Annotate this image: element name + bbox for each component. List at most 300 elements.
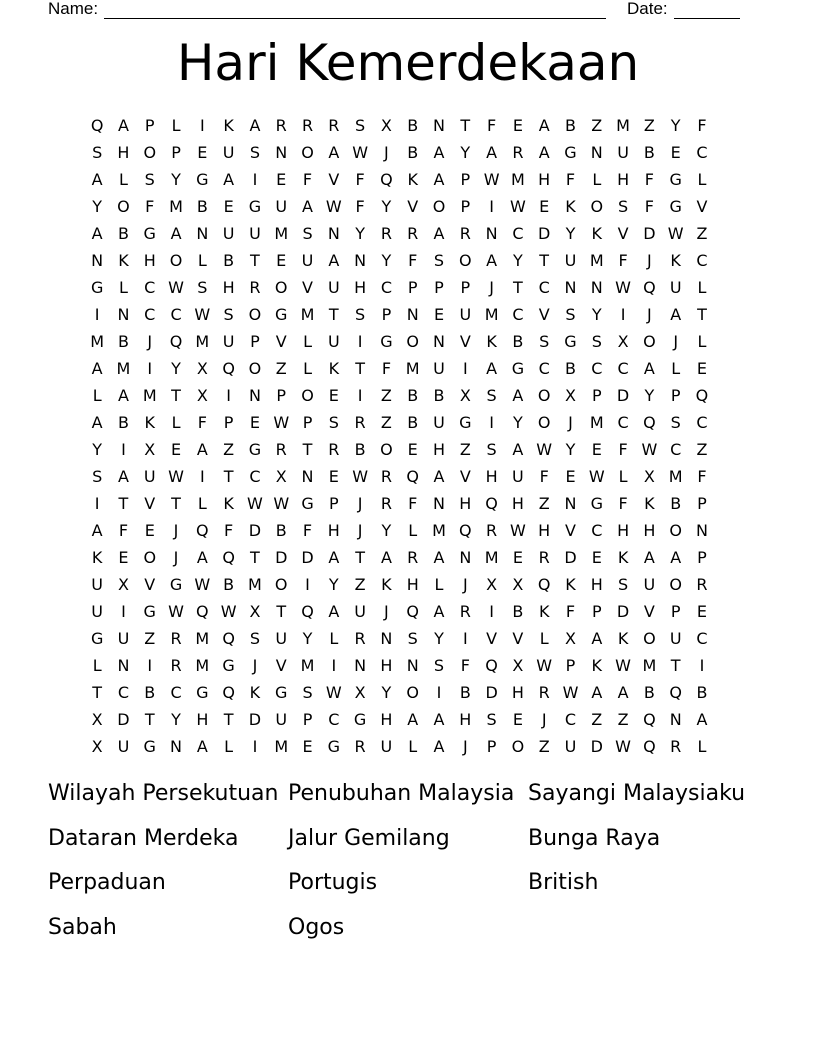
grid-letter[interactable]: C [617,359,629,378]
grid-letter[interactable]: F [618,251,628,270]
grid-letter[interactable]: B [407,386,419,405]
grid-letter[interactable]: K [223,494,234,513]
grid-letter[interactable]: W [168,467,184,486]
grid-letter[interactable]: W [615,737,631,756]
grid-letter[interactable]: O [537,413,551,432]
grid-letter[interactable]: J [384,143,389,162]
grid-letter[interactable]: M [510,170,525,189]
grid-letter[interactable]: O [380,440,393,459]
grid-letter[interactable]: B [407,413,419,432]
grid-letter[interactable]: U [564,251,577,270]
grid-letter[interactable]: U [249,224,261,243]
grid-letter[interactable]: O [248,359,262,378]
grid-letter[interactable]: Y [381,683,392,702]
grid-letter[interactable]: K [118,251,129,270]
grid-letter[interactable]: K [644,494,655,513]
grid-letter[interactable]: M [300,305,315,324]
date-field[interactable] [627,0,740,19]
grid-letter[interactable]: E [328,467,339,486]
grid-letter[interactable]: W [352,143,369,162]
grid-letter[interactable]: G [143,602,156,621]
grid-letter[interactable]: E [276,170,287,189]
grid-letter[interactable]: R [380,467,392,486]
grid-letter[interactable]: I [147,359,153,378]
grid-letter[interactable]: A [380,548,392,567]
grid-letter[interactable]: U [222,143,235,162]
grid-letter[interactable]: T [697,305,707,324]
grid-letter[interactable]: U [380,737,393,756]
grid-letter[interactable]: P [460,197,471,216]
grid-letter[interactable]: C [380,278,392,297]
grid-letter[interactable]: E [328,386,339,405]
grid-letter[interactable]: T [250,548,260,567]
grid-letter[interactable]: I [305,575,310,594]
grid-letter[interactable]: V [538,305,550,324]
grid-letter[interactable]: R [354,737,366,756]
grid-letter[interactable]: F [697,116,707,135]
grid-letter[interactable]: F [224,521,234,540]
grid-letter[interactable]: E [670,143,681,162]
grid-letter[interactable]: W [483,170,500,189]
grid-letter[interactable]: G [196,683,209,702]
grid-letter[interactable]: M [274,224,289,243]
grid-letter[interactable]: U [143,467,156,486]
grid-letter[interactable]: R [301,116,314,135]
grid-letter[interactable]: P [460,278,471,297]
grid-letter[interactable]: G [275,683,288,702]
grid-letter[interactable]: R [459,602,471,621]
grid-letter[interactable]: Q [196,602,209,621]
grid-letter[interactable]: P [565,656,576,675]
grid-letter[interactable]: M [195,629,210,648]
grid-letter[interactable]: Q [643,737,656,756]
grid-letter[interactable]: P [302,413,313,432]
grid-letter[interactable]: V [144,494,156,513]
grid-letter[interactable]: B [196,197,208,216]
grid-letter[interactable]: T [276,602,287,621]
grid-letter[interactable]: Q [222,548,235,567]
grid-letter[interactable]: F [408,251,418,270]
grid-letter[interactable]: H [406,575,419,594]
grid-letter[interactable]: U [564,737,577,756]
grid-letter[interactable]: S [144,170,155,189]
grid-letter[interactable]: Z [591,710,603,729]
grid-letter[interactable]: S [486,710,497,729]
grid-letter[interactable]: B [144,683,156,702]
grid-letter[interactable]: Q [380,170,393,189]
grid-letter[interactable]: M [195,656,210,675]
grid-letter[interactable]: H [380,710,393,729]
grid-letter[interactable]: U [354,602,366,621]
grid-letter[interactable]: Y [460,143,471,162]
grid-letter[interactable]: G [590,494,603,513]
grid-letter[interactable]: N [170,737,183,756]
grid-letter[interactable]: B [354,440,366,459]
grid-letter[interactable]: T [223,710,234,729]
grid-letter[interactable]: Q [169,332,183,351]
grid-letter[interactable]: S [249,143,260,162]
grid-letter[interactable]: U [91,575,103,594]
grid-letter[interactable]: J [357,521,363,540]
grid-letter[interactable]: J [252,656,258,675]
grid-letter[interactable]: X [565,386,576,405]
grid-letter[interactable]: F [197,413,207,432]
grid-letter[interactable]: O [406,683,419,702]
grid-letter[interactable]: S [355,116,366,135]
grid-letter[interactable]: U [617,143,629,162]
grid-letter[interactable]: P [250,332,260,351]
grid-letter[interactable]: F [302,521,313,540]
grid-letter[interactable]: Y [171,359,181,378]
grid-letter[interactable]: T [670,656,681,675]
grid-letter[interactable]: A [91,224,103,243]
grid-letter[interactable]: O [537,386,551,405]
grid-letter[interactable]: T [144,710,155,729]
grid-letter[interactable]: S [486,386,497,405]
grid-letter[interactable]: W [194,305,211,324]
grid-letter[interactable]: A [617,683,629,702]
grid-letter[interactable]: Y [171,710,181,729]
grid-letter[interactable]: Z [275,359,287,378]
grid-letter[interactable]: J [647,251,652,270]
grid-letter[interactable]: D [538,224,551,243]
grid-letter[interactable]: Q [485,656,498,675]
grid-letter[interactable]: F [697,467,707,486]
grid-letter[interactable]: A [117,386,129,405]
grid-letter[interactable]: F [355,197,365,216]
grid-letter[interactable]: A [433,602,445,621]
grid-letter[interactable]: D [590,737,603,756]
grid-letter[interactable]: X [354,683,366,702]
grid-letter[interactable]: H [222,278,235,297]
grid-letter[interactable]: G [669,197,682,216]
grid-letter[interactable]: T [539,251,550,270]
grid-letter[interactable]: B [565,359,576,378]
grid-letter[interactable]: L [592,170,602,189]
grid-letter[interactable]: A [170,224,182,243]
grid-letter[interactable]: U [117,737,130,756]
grid-letter[interactable]: E [407,440,418,459]
grid-letter[interactable]: K [670,251,681,270]
grid-letter[interactable]: C [328,710,340,729]
grid-letter[interactable]: X [91,737,103,756]
grid-letter[interactable]: A [486,251,498,270]
grid-letter[interactable]: K [249,683,261,702]
grid-letter[interactable]: H [643,521,656,540]
grid-letter[interactable]: G [90,629,104,648]
grid-letter[interactable]: A [328,602,340,621]
grid-letter[interactable]: U [433,413,445,432]
grid-letter[interactable]: L [118,278,128,297]
grid-letter[interactable]: F [565,602,576,621]
grid-letter[interactable]: B [512,602,524,621]
grid-letter[interactable]: D [485,683,498,702]
grid-letter[interactable]: I [436,683,442,702]
grid-letter[interactable]: V [302,278,313,297]
grid-letter[interactable]: G [353,710,367,729]
grid-letter[interactable]: U [275,197,288,216]
grid-letter[interactable]: X [643,467,655,486]
grid-letter[interactable]: M [90,332,105,351]
grid-letter[interactable]: P [328,494,339,513]
grid-letter[interactable]: D [616,386,630,405]
grid-letter[interactable]: N [248,386,261,405]
grid-letter[interactable]: Y [381,197,392,216]
grid-letter[interactable]: N [590,143,603,162]
grid-letter[interactable]: X [512,656,524,675]
grid-letter[interactable]: C [249,467,261,486]
grid-letter[interactable]: G [90,278,104,297]
grid-letter[interactable]: O [301,386,314,405]
grid-letter[interactable]: M [432,521,446,540]
grid-letter[interactable]: N [406,656,419,675]
grid-letter[interactable]: L [697,737,707,756]
grid-letter[interactable]: W [536,440,553,459]
grid-letter[interactable]: P [697,548,707,567]
grid-letter[interactable]: C [591,359,603,378]
grid-letter[interactable]: O [274,575,288,594]
grid-letter[interactable]: I [489,602,494,621]
grid-letter[interactable]: W [352,467,369,486]
grid-letter[interactable]: R [380,224,392,243]
grid-letter[interactable]: D [301,548,314,567]
grid-letter[interactable]: B [407,116,419,135]
grid-letter[interactable]: C [170,683,182,702]
grid-letter[interactable]: E [302,737,313,756]
grid-letter[interactable]: M [484,548,499,567]
grid-letter[interactable]: N [590,278,603,297]
grid-letter[interactable]: S [433,656,445,675]
grid-letter[interactable]: C [591,521,603,540]
grid-letter[interactable]: E [696,359,708,378]
grid-letter[interactable]: I [94,494,100,513]
grid-letter[interactable]: W [247,494,263,513]
grid-letter[interactable]: V [565,521,576,540]
grid-letter[interactable]: L [171,413,181,432]
grid-letter[interactable]: S [302,683,313,702]
grid-letter[interactable]: C [512,305,524,324]
grid-letter[interactable]: A [433,710,445,729]
grid-letter[interactable]: L [118,170,128,189]
grid-letter[interactable]: W [168,278,184,297]
grid-letter[interactable]: A [302,197,313,216]
grid-letter[interactable]: Q [643,413,656,432]
grid-letter[interactable]: L [697,332,707,351]
grid-letter[interactable]: E [433,305,445,324]
grid-letter[interactable]: R [275,440,287,459]
grid-letter[interactable]: H [327,521,340,540]
grid-letter[interactable]: H [459,710,472,729]
grid-letter[interactable]: R [170,629,182,648]
grid-letter[interactable]: T [223,467,234,486]
grid-letter[interactable]: Y [670,116,681,135]
grid-letter[interactable]: P [591,602,602,621]
grid-letter[interactable]: O [274,278,288,297]
grid-letter[interactable]: F [539,467,549,486]
grid-letter[interactable]: E [565,467,576,486]
grid-letter[interactable]: M [195,332,210,351]
grid-letter[interactable]: S [618,575,629,594]
grid-letter[interactable]: Q [222,683,235,702]
grid-letter[interactable]: Q [90,116,104,135]
grid-letter[interactable]: Y [565,440,576,459]
grid-letter[interactable]: F [460,656,470,675]
grid-letter[interactable]: M [642,656,657,675]
grid-letter[interactable]: X [617,332,629,351]
grid-letter[interactable]: D [616,602,630,621]
grid-letter[interactable]: Q [459,521,472,540]
grid-letter[interactable]: W [536,656,553,675]
grid-letter[interactable]: E [539,197,550,216]
grid-letter[interactable]: R [354,629,366,648]
grid-letter[interactable]: T [171,386,181,405]
grid-letter[interactable]: X [196,359,208,378]
grid-letter[interactable]: M [668,467,683,486]
grid-letter[interactable]: S [92,143,103,162]
grid-letter[interactable]: C [538,278,550,297]
grid-letter[interactable]: Q [222,629,235,648]
grid-letter[interactable]: H [617,521,630,540]
grid-letter[interactable]: Q [669,683,682,702]
grid-letter[interactable]: T [460,116,471,135]
grid-letter[interactable]: A [196,440,208,459]
grid-letter[interactable]: Z [380,413,392,432]
grid-letter[interactable]: Z [696,224,708,243]
grid-letter[interactable]: A [591,629,603,648]
grid-letter[interactable]: C [538,359,550,378]
date-line[interactable] [674,0,740,19]
grid-letter[interactable]: F [302,170,313,189]
grid-letter[interactable]: O [432,197,446,216]
grid-letter[interactable]: A [696,710,708,729]
grid-letter[interactable]: U [275,710,288,729]
grid-letter[interactable]: L [197,494,207,513]
grid-letter[interactable]: U [669,278,682,297]
grid-letter[interactable]: X [196,386,208,405]
grid-letter[interactable]: N [695,521,708,540]
grid-letter[interactable]: E [144,521,155,540]
grid-letter[interactable]: R [328,440,340,459]
grid-letter[interactable]: S [670,413,681,432]
grid-letter[interactable]: P [486,737,497,756]
grid-letter[interactable]: R [538,683,550,702]
grid-letter[interactable]: K [381,575,392,594]
grid-letter[interactable]: X [459,386,471,405]
grid-letter[interactable]: D [275,548,288,567]
grid-letter[interactable]: L [224,737,234,756]
grid-letter[interactable]: G [564,143,577,162]
grid-letter[interactable]: P [276,386,287,405]
grid-letter[interactable]: J [647,305,652,324]
grid-letter[interactable]: U [91,602,103,621]
grid-letter[interactable]: L [671,359,681,378]
grid-letter[interactable]: B [117,224,129,243]
grid-letter[interactable]: A [249,116,261,135]
grid-letter[interactable]: B [696,683,708,702]
grid-letter[interactable]: A [196,548,208,567]
grid-letter[interactable]: B [117,332,129,351]
grid-letter[interactable]: G [511,359,525,378]
grid-letter[interactable]: A [538,116,550,135]
grid-letter[interactable]: R [512,143,524,162]
grid-letter[interactable]: V [275,656,287,675]
grid-letter[interactable]: L [171,116,181,135]
grid-letter[interactable]: A [486,359,498,378]
grid-letter[interactable]: Q [643,278,656,297]
grid-letter[interactable]: A [91,521,103,540]
grid-letter[interactable]: Y [92,440,103,459]
grid-letter[interactable]: Y [434,629,444,648]
grid-letter[interactable]: A [117,116,129,135]
grid-letter[interactable]: P [381,305,392,324]
grid-letter[interactable]: C [144,278,156,297]
grid-letter[interactable]: L [697,170,707,189]
grid-letter[interactable]: R [538,548,550,567]
grid-letter[interactable]: P [670,386,681,405]
grid-letter[interactable]: N [564,494,577,513]
grid-letter[interactable]: P [670,602,681,621]
grid-letter[interactable]: N [301,467,314,486]
grid-letter[interactable]: C [117,683,130,702]
grid-letter[interactable]: Q [537,575,551,594]
grid-letter[interactable]: V [643,602,655,621]
grid-letter[interactable]: O [406,332,419,351]
grid-letter[interactable]: G [196,170,209,189]
grid-letter[interactable]: K [144,413,155,432]
grid-letter[interactable]: P [144,116,155,135]
grid-letter[interactable]: N [406,305,419,324]
grid-letter[interactable]: M [616,116,630,135]
grid-letter[interactable]: W [615,278,631,297]
grid-letter[interactable]: E [276,251,287,270]
grid-letter[interactable]: N [275,143,288,162]
name-line[interactable] [104,0,606,19]
grid-letter[interactable]: E [591,440,602,459]
grid-letter[interactable]: S [407,629,418,648]
grid-letter[interactable]: U [327,332,340,351]
grid-letter[interactable]: E [170,440,182,459]
grid-letter[interactable]: R [696,575,708,594]
grid-letter[interactable]: K [565,575,576,594]
grid-letter[interactable]: J [357,494,363,513]
grid-letter[interactable]: O [590,197,604,216]
grid-letter[interactable]: C [696,413,708,432]
grid-letter[interactable]: K [565,197,576,216]
grid-letter[interactable]: F [145,197,155,216]
grid-letter[interactable]: W [667,224,684,243]
grid-letter[interactable]: S [565,305,576,324]
grid-letter[interactable]: U [275,629,288,648]
grid-letter[interactable]: A [91,413,103,432]
grid-letter[interactable]: A [433,737,445,756]
grid-letter[interactable]: A [328,548,340,567]
grid-letter[interactable]: J [541,710,547,729]
grid-letter[interactable]: N [433,332,445,351]
grid-letter[interactable]: X [249,602,261,621]
grid-letter[interactable]: O [143,548,157,567]
grid-letter[interactable]: B [117,413,129,432]
grid-letter[interactable]: R [670,737,682,756]
grid-letter[interactable]: U [643,575,656,594]
grid-letter[interactable]: I [199,116,205,135]
grid-letter[interactable]: H [511,683,524,702]
grid-letter[interactable]: Y [381,521,392,540]
grid-letter[interactable]: E [197,143,208,162]
grid-letter[interactable]: U [433,359,445,378]
grid-letter[interactable]: H [380,656,393,675]
grid-letter[interactable]: Z [538,494,550,513]
grid-letter[interactable]: A [407,710,419,729]
